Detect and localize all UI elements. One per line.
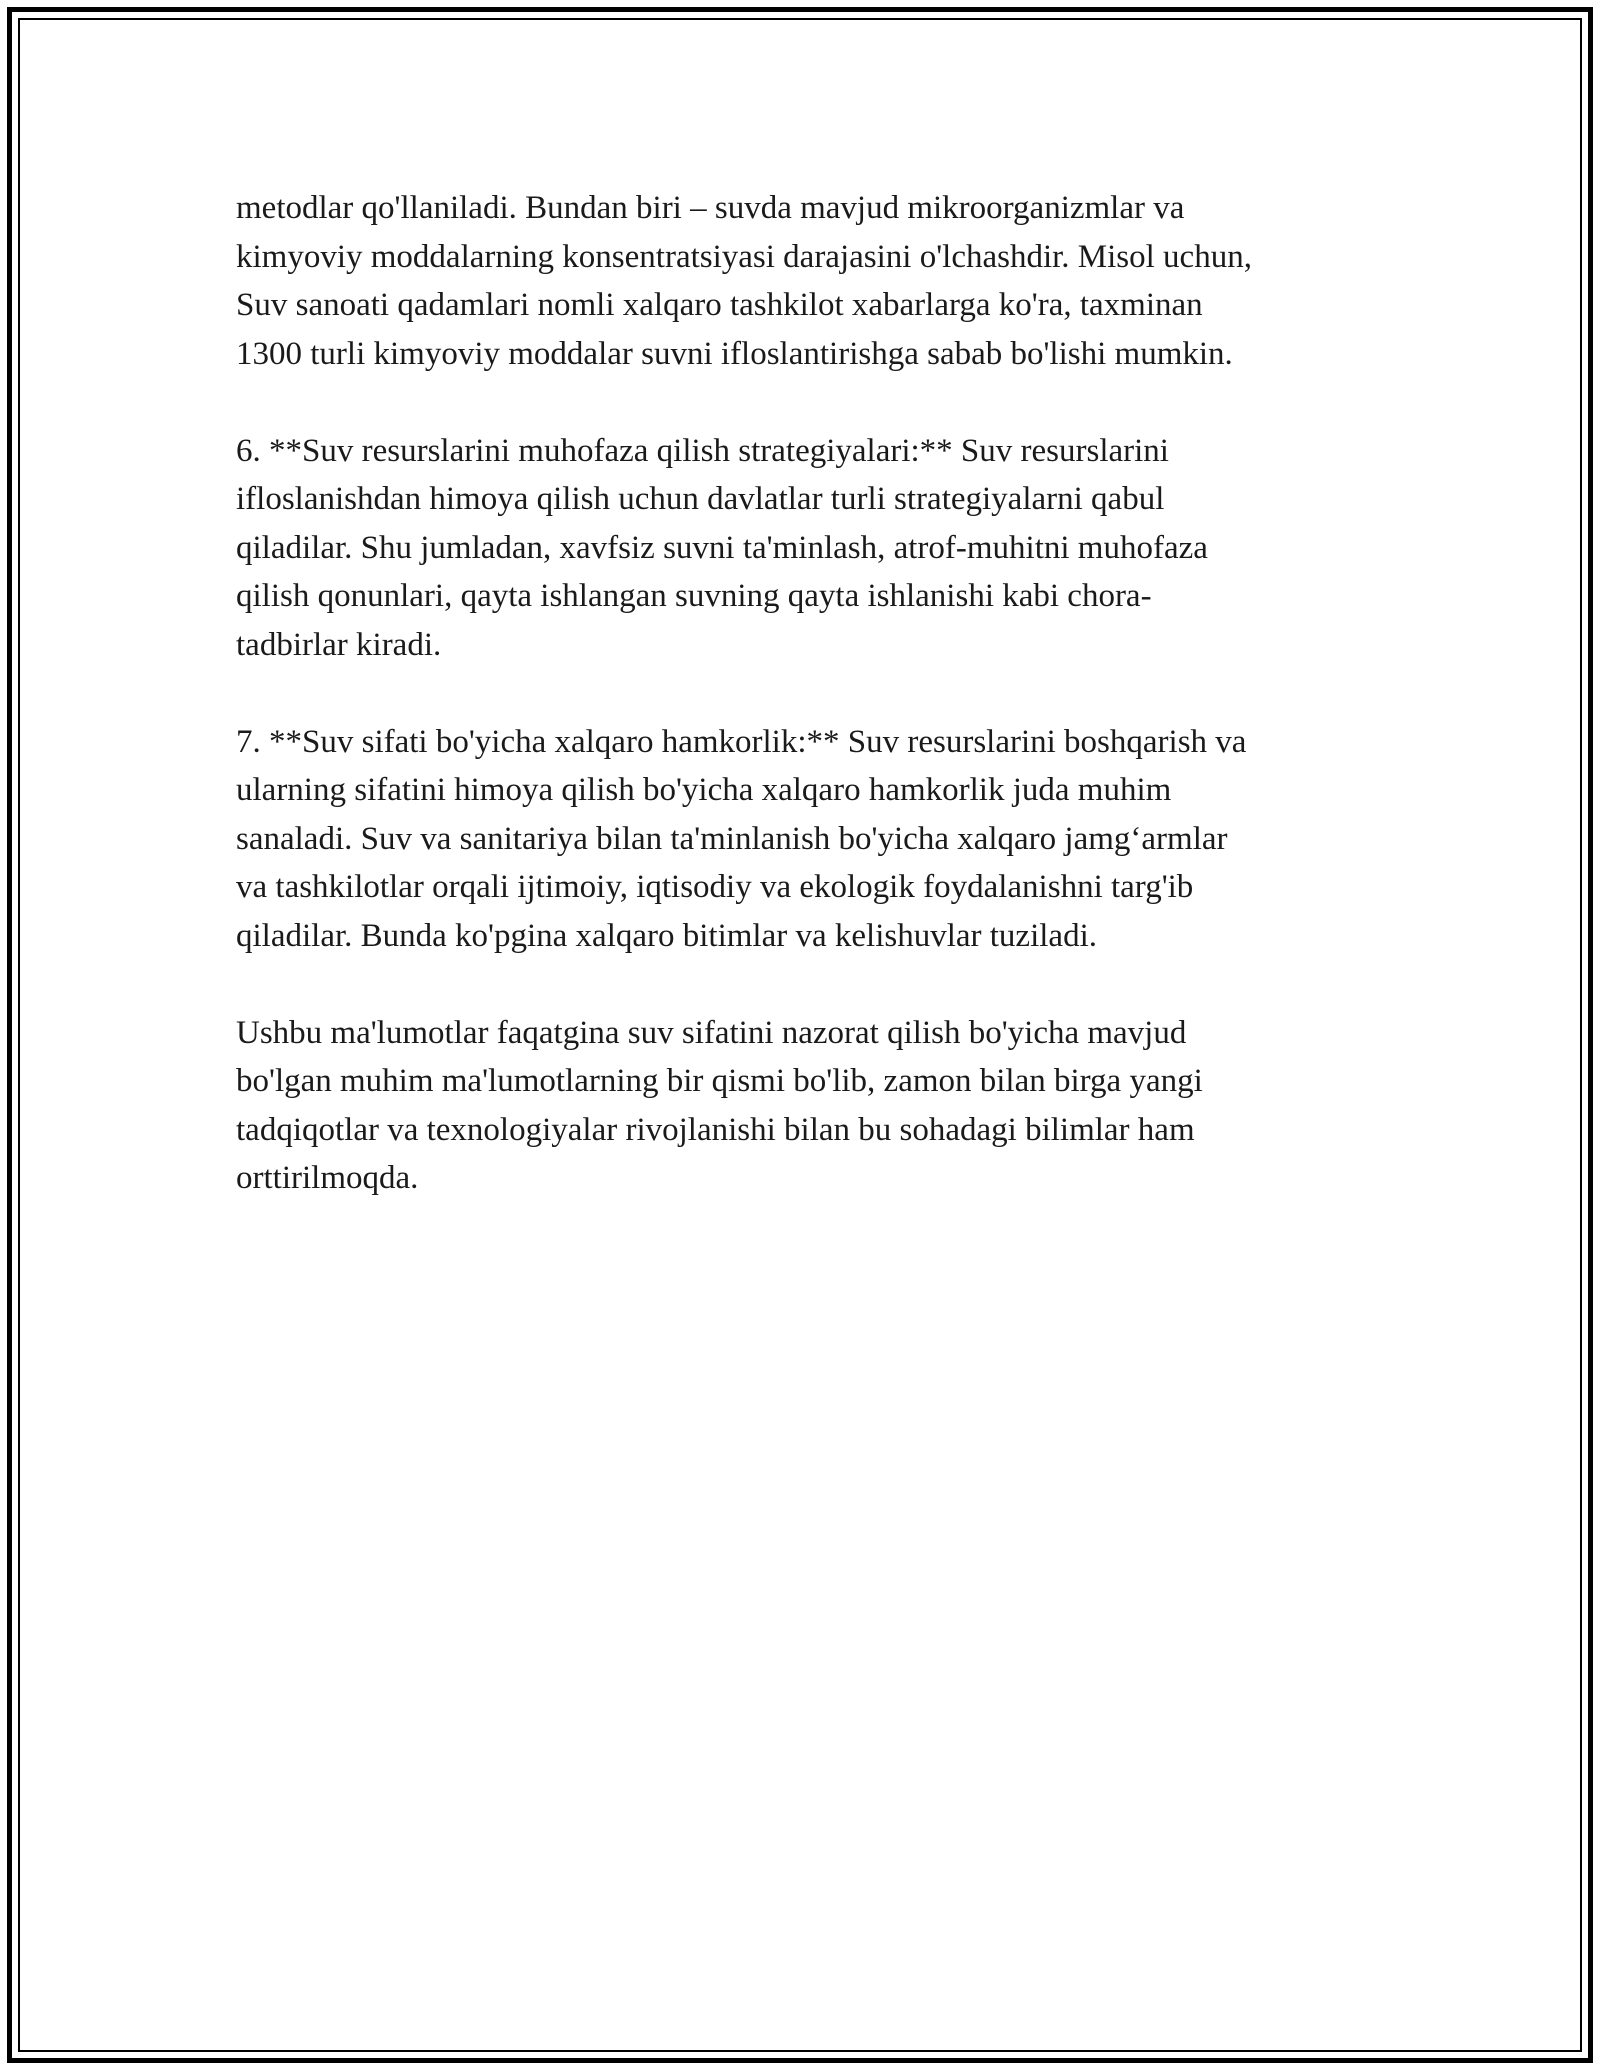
text-line: ifloslanishdan himoya qilish uchun davlatlar turli strategiyalarni qabul xyxy=(236,481,1165,517)
text-line: Ushbu ma'lumotlar faqatgina suv sifatini nazorat qilish bo'yicha mavjud xyxy=(236,1014,1187,1051)
text-line: tadbirlar kiradi. xyxy=(236,626,442,663)
paragraph-methods xyxy=(236,184,1376,378)
paragraph-item-6 xyxy=(236,427,1376,670)
text-line: va tashkilotlar orqali ijtimoiy, iqtisodiy va ekologik foydalanishni targ'ib xyxy=(236,869,1194,905)
text-line: 7. **Suv sifati bo'yicha xalqaro hamkorlik:** Suv resurslarini boshqarish va xyxy=(236,723,1247,760)
text-line: sanaladi. Suv va sanitariya bilan ta'minlanish bo'yicha xalqaro jamg‘armlar xyxy=(236,820,1228,857)
document-body xyxy=(236,184,1376,1251)
text-line: 6. **Suv resurslarini muhofaza qilish strategiyalari:** Suv resurslarini xyxy=(236,432,1169,469)
text-line: qiladilar. Bunda ko'pgina xalqaro bitimlar va kelishuvlar tuziladi. xyxy=(236,917,1097,954)
text-line: metodlar qo'llaniladi. Bundan biri – suvda mavjud mikroorganizmlar va xyxy=(236,190,1185,226)
text-line: Suv sanoati qadamlari nomli xalqaro tashkilot xabarlarga ko'ra, taxminan xyxy=(236,287,1203,323)
paragraph-conclusion xyxy=(236,1009,1376,1203)
text-line: bo'lgan muhim ma'lumotlarning bir qismi bo'lib, zamon bilan birga yangi xyxy=(236,1063,1203,1099)
text-line: qiladilar. Shu jumladan, xavfsiz suvni ta'minlash, atrof-muhitni muhofaza xyxy=(236,529,1208,566)
text-line: ularning sifatini himoya qilish bo'yicha xalqaro hamkorlik juda muhim xyxy=(236,772,1172,808)
text-line: kimyoviy moddalarning konsentratsiyasi darajasini o'lchashdir. Misol uchun, xyxy=(236,238,1252,275)
text-line: qilish qonunlari, qayta ishlangan suvning qayta ishlanishi kabi chora- xyxy=(236,578,1152,614)
text-line: tadqiqotlar va texnologiyalar rivojlanishi bilan bu sohadagi bilimlar ham xyxy=(236,1111,1195,1148)
text-line: orttirilmoqda. xyxy=(236,1160,419,1196)
text-line: 1300 turli kimyoviy moddalar suvni ifloslantirishga sabab bo'lishi mumkin. xyxy=(236,335,1233,372)
paragraph-item-7 xyxy=(236,718,1376,961)
